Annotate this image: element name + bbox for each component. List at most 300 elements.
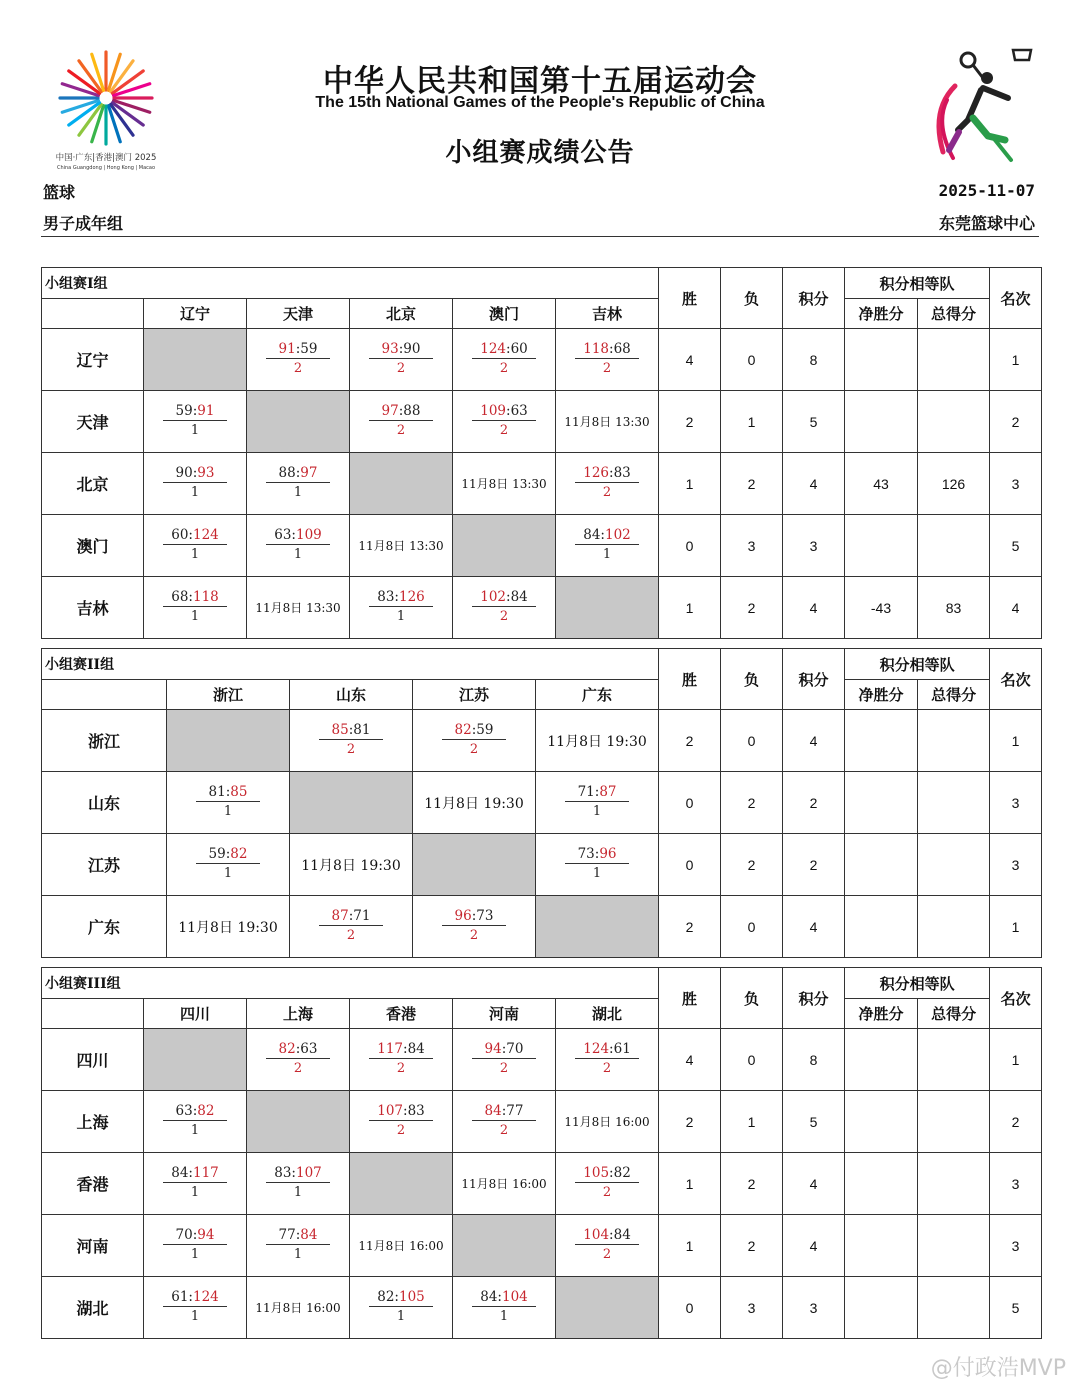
match-points: 1: [190, 1123, 200, 1139]
net-points-cell: [845, 1029, 918, 1091]
losses-cell: 2: [721, 577, 783, 639]
home-score: 59: [175, 402, 193, 419]
match-points: 2: [602, 1247, 612, 1263]
away-score: 84: [300, 1226, 318, 1243]
result-box: [163, 588, 227, 625]
result-box: [163, 1164, 227, 1201]
match-result: [556, 453, 659, 515]
wins-cell: 2: [659, 896, 721, 958]
home-score: 83: [274, 1164, 292, 1181]
table-row: [42, 1029, 1042, 1091]
result-box: [369, 1102, 433, 1139]
result-box: [266, 1164, 330, 1201]
points-cell: 4: [783, 1215, 845, 1277]
points-header: 积分: [783, 968, 845, 1029]
away-score: 94: [197, 1226, 215, 1243]
result-box: [575, 1226, 639, 1263]
result-box: [472, 588, 536, 625]
total-points-cell: [918, 1029, 990, 1091]
losses-cell: 0: [721, 329, 783, 391]
home-score: 84: [480, 1288, 498, 1305]
score-separator: :: [295, 1226, 301, 1243]
wins-cell: 2: [659, 1091, 721, 1153]
match-result: [350, 329, 453, 391]
match-result: [453, 329, 556, 391]
group-table-3: [41, 967, 1042, 1339]
table-row: [42, 577, 1042, 639]
home-score: 60: [171, 526, 189, 543]
score-separator: :: [609, 1040, 614, 1057]
match-points: 2: [293, 361, 303, 377]
total-header: 总得分: [918, 299, 990, 329]
self-match-cell: [144, 329, 247, 391]
table-row: [42, 1277, 1042, 1339]
team-row-header: 湖北: [42, 1277, 144, 1339]
result-box: [319, 907, 383, 944]
points-cell: 3: [783, 515, 845, 577]
team-header-row: [42, 299, 1042, 329]
wins-cell: 0: [659, 1277, 721, 1339]
home-score: 93: [381, 340, 399, 357]
home-score: 107: [377, 1102, 404, 1119]
match-result: [144, 1277, 247, 1339]
home-score: 85: [331, 721, 349, 738]
score-separator: :: [506, 588, 511, 605]
net-points-cell: [845, 1153, 918, 1215]
total-points-cell: [918, 710, 990, 772]
score-separator: :: [471, 907, 477, 924]
score-separator: :: [188, 526, 193, 543]
losses-cell: 3: [721, 515, 783, 577]
score-separator: :: [609, 464, 614, 481]
result-box: [575, 1164, 639, 1201]
team-column-header: 辽宁: [144, 299, 247, 329]
losses-cell: 2: [721, 1153, 783, 1215]
wins-cell: 0: [659, 772, 721, 834]
result-box: [565, 783, 629, 820]
score: [575, 464, 639, 484]
points-cell: 2: [783, 834, 845, 896]
losses-cell: 2: [721, 772, 783, 834]
score: [575, 1040, 639, 1060]
match-points: 1: [190, 1247, 200, 1263]
points-cell: 4: [783, 577, 845, 639]
net-points-cell: [845, 710, 918, 772]
score: [575, 1226, 639, 1246]
wins-cell: 0: [659, 834, 721, 896]
match-result: [144, 1091, 247, 1153]
group-name: 小组赛I组: [42, 268, 659, 299]
net-header: 净胜分: [845, 680, 918, 710]
corner-cell: [42, 299, 144, 329]
away-score: 77: [506, 1102, 524, 1119]
net-points-cell: [845, 1277, 918, 1339]
match-points: 1: [190, 423, 200, 439]
team-header-row: [42, 680, 1042, 710]
score: [319, 907, 383, 927]
table-row: [42, 834, 1042, 896]
table-row: [42, 329, 1042, 391]
score-separator: :: [225, 783, 231, 800]
score: [163, 588, 227, 608]
away-score: 105: [398, 1288, 425, 1305]
points-cell: 8: [783, 329, 845, 391]
losses-cell: 3: [721, 1277, 783, 1339]
match-result: [453, 1029, 556, 1091]
result-box: [266, 1040, 330, 1077]
home-score: 77: [278, 1226, 296, 1243]
score: [266, 464, 330, 484]
away-score: 59: [300, 340, 318, 357]
match-points: 2: [346, 742, 356, 758]
scheduled-match: 11月8日 16:00: [556, 1091, 659, 1153]
tie-header: 积分相等队: [845, 649, 990, 680]
match-points: 1: [293, 485, 303, 501]
points-cell: 3: [783, 1277, 845, 1339]
self-match-cell: [556, 577, 659, 639]
self-match-cell: [290, 772, 413, 834]
score-separator: :: [394, 1288, 399, 1305]
team-row-header: 山东: [42, 772, 167, 834]
watermark: @付政浩MVP: [930, 1356, 1066, 1381]
losses-cell: 2: [721, 453, 783, 515]
score-separator: :: [394, 588, 399, 605]
header-divider: [41, 236, 1039, 237]
team-row-header: 河南: [42, 1215, 144, 1277]
match-result: [453, 1277, 556, 1339]
away-score: 90: [403, 340, 421, 357]
home-score: 63: [274, 526, 292, 543]
losses-cell: 0: [721, 1029, 783, 1091]
wins-cell: 4: [659, 1029, 721, 1091]
home-score: 61: [171, 1288, 189, 1305]
losses-cell: 0: [721, 896, 783, 958]
score-separator: :: [188, 1288, 193, 1305]
total-points-cell: [918, 772, 990, 834]
total-points-cell: [918, 391, 990, 453]
match-result: [144, 515, 247, 577]
team-row-header: 天津: [42, 391, 144, 453]
match-points: 1: [293, 547, 303, 563]
match-result: [247, 453, 350, 515]
home-score: 102: [480, 588, 507, 605]
wins-cell: 2: [659, 710, 721, 772]
rank-cell: 1: [990, 710, 1042, 772]
match-result: [556, 329, 659, 391]
home-score: 71: [577, 783, 595, 800]
scheduled-match: 11月8日 19:30: [167, 896, 290, 958]
score: [575, 340, 639, 360]
score-separator: :: [192, 464, 198, 481]
team-row-header: 澳门: [42, 515, 144, 577]
result-box: [369, 1040, 433, 1077]
away-score: 83: [407, 1102, 425, 1119]
score: [442, 907, 506, 927]
match-result: [144, 1153, 247, 1215]
score: [369, 402, 433, 422]
losses-cell: 2: [721, 834, 783, 896]
net-points-cell: [845, 329, 918, 391]
away-score: 63: [510, 402, 528, 419]
result-box: [163, 402, 227, 439]
score-separator: :: [506, 402, 511, 419]
rank-header: 名次: [990, 268, 1042, 329]
rank-cell: 1: [990, 896, 1042, 958]
wins-cell: 2: [659, 391, 721, 453]
score: [163, 402, 227, 422]
result-box: [196, 845, 260, 882]
away-score: 107: [295, 1164, 322, 1181]
away-score: 71: [353, 907, 371, 924]
home-score: 126: [583, 464, 610, 481]
result-box: [163, 526, 227, 563]
match-points: 2: [396, 423, 406, 439]
home-score: 90: [175, 464, 193, 481]
score-separator: :: [192, 1102, 198, 1119]
match-points: 1: [396, 1309, 406, 1325]
home-score: 117: [377, 1040, 404, 1057]
away-score: 81: [353, 721, 371, 738]
home-score: 82: [377, 1288, 395, 1305]
team-column-header: 山东: [290, 680, 413, 710]
self-match-cell: [556, 1277, 659, 1339]
match-points: 1: [190, 485, 200, 501]
points-cell: 4: [783, 896, 845, 958]
match-points: 2: [602, 1185, 612, 1201]
group-table-1: [41, 267, 1042, 639]
match-result: [413, 710, 536, 772]
match-points: 2: [293, 1061, 303, 1077]
away-score: 124: [192, 526, 219, 543]
away-score: 82: [613, 1164, 631, 1181]
team-row-header: 辽宁: [42, 329, 144, 391]
score-separator: :: [609, 1226, 614, 1243]
home-score: 63: [175, 1102, 193, 1119]
rank-cell: 5: [990, 1277, 1042, 1339]
result-box: [472, 1102, 536, 1139]
loss-header: 负: [721, 268, 783, 329]
self-match-cell: [350, 1153, 453, 1215]
scheduled-match: 11月8日 19:30: [413, 772, 536, 834]
net-header: 净胜分: [845, 999, 918, 1029]
score-separator: :: [594, 783, 600, 800]
net-points-cell: 43: [845, 453, 918, 515]
away-score: 59: [476, 721, 494, 738]
result-box: [472, 340, 536, 377]
table-row: [42, 710, 1042, 772]
match-result: [556, 1029, 659, 1091]
match-result: [144, 577, 247, 639]
away-score: 97: [300, 464, 318, 481]
match-result: [556, 1153, 659, 1215]
score: [196, 783, 260, 803]
result-box: [565, 845, 629, 882]
away-score: 126: [398, 588, 425, 605]
home-score: 124: [480, 340, 507, 357]
loss-header: 负: [721, 968, 783, 1029]
scheduled-match: 11月8日 16:00: [453, 1153, 556, 1215]
team-row-header: 四川: [42, 1029, 144, 1091]
rank-cell: 2: [990, 391, 1042, 453]
score: [472, 588, 536, 608]
match-points: 2: [499, 609, 509, 625]
net-points-cell: [845, 1215, 918, 1277]
home-score: 88: [278, 464, 296, 481]
total-points-cell: [918, 1091, 990, 1153]
home-score: 94: [484, 1040, 502, 1057]
result-box: [163, 1226, 227, 1263]
score-separator: :: [192, 402, 198, 419]
away-score: 83: [613, 464, 631, 481]
rank-cell: 3: [990, 834, 1042, 896]
header-row: [42, 268, 1042, 299]
match-points: 1: [190, 1309, 200, 1325]
match-result: [453, 577, 556, 639]
net-points-cell: [845, 391, 918, 453]
score-separator: :: [192, 1226, 198, 1243]
team-column-header: 吉林: [556, 299, 659, 329]
score-separator: :: [609, 340, 614, 357]
team-column-header: 湖北: [556, 999, 659, 1029]
score-separator: :: [348, 721, 354, 738]
away-score: 73: [476, 907, 494, 924]
score: [163, 1164, 227, 1184]
home-score: 84: [484, 1102, 502, 1119]
score-separator: :: [225, 845, 231, 862]
away-score: 84: [407, 1040, 425, 1057]
sport-label: 篮球: [43, 183, 76, 202]
away-score: 82: [230, 845, 248, 862]
group-table-2: [41, 648, 1042, 958]
total-points-cell: [918, 1215, 990, 1277]
score: [319, 721, 383, 741]
away-score: 60: [510, 340, 528, 357]
tie-header: 积分相等队: [845, 268, 990, 299]
team-column-header: 四川: [144, 999, 247, 1029]
score: [163, 464, 227, 484]
home-score: 118: [583, 340, 610, 357]
score: [575, 1164, 639, 1184]
away-score: 70: [506, 1040, 524, 1057]
scheduled-match: 11月8日 16:00: [350, 1215, 453, 1277]
team-row-header: 广东: [42, 896, 167, 958]
score: [472, 1102, 536, 1122]
self-match-cell: [247, 1091, 350, 1153]
home-score: 91: [278, 340, 296, 357]
score-separator: :: [291, 526, 296, 543]
match-points: 1: [396, 609, 406, 625]
match-points: 1: [190, 547, 200, 563]
score: [565, 783, 629, 803]
away-score: 84: [510, 588, 528, 605]
header-row: [42, 968, 1042, 999]
points-cell: 4: [783, 710, 845, 772]
score: [575, 526, 639, 546]
match-result: [413, 896, 536, 958]
result-box: [266, 464, 330, 501]
match-points: 2: [396, 1123, 406, 1139]
match-points: 2: [469, 742, 479, 758]
table-row: [42, 1215, 1042, 1277]
score: [369, 340, 433, 360]
match-points: 1: [499, 1309, 509, 1325]
total-points-cell: [918, 515, 990, 577]
match-result: [536, 772, 659, 834]
result-box: [163, 1102, 227, 1139]
rank-cell: 5: [990, 515, 1042, 577]
home-score: 59: [208, 845, 226, 862]
scheduled-match: 11月8日 19:30: [536, 710, 659, 772]
score: [369, 1102, 433, 1122]
score: [266, 1226, 330, 1246]
match-points: 1: [190, 1185, 200, 1201]
away-score: 102: [604, 526, 631, 543]
match-result: [536, 834, 659, 896]
away-score: 91: [197, 402, 215, 419]
score-separator: :: [501, 1102, 507, 1119]
table-row: [42, 515, 1042, 577]
points-header: 积分: [783, 268, 845, 329]
home-score: 97: [381, 402, 399, 419]
group-name: 小组赛III组: [42, 968, 659, 999]
score: [472, 340, 536, 360]
score-separator: :: [506, 340, 511, 357]
scheduled-match: 11月8日 13:30: [247, 577, 350, 639]
score: [196, 845, 260, 865]
points-cell: 5: [783, 391, 845, 453]
losses-cell: 2: [721, 1215, 783, 1277]
score-separator: :: [403, 1040, 408, 1057]
match-result: [453, 391, 556, 453]
scheduled-match: 11月8日 19:30: [290, 834, 413, 896]
match-result: [167, 834, 290, 896]
home-score: 84: [171, 1164, 189, 1181]
score: [369, 588, 433, 608]
score: [266, 526, 330, 546]
match-points: 2: [602, 1061, 612, 1077]
home-score: 83: [377, 588, 395, 605]
home-score: 105: [583, 1164, 610, 1181]
away-score: 93: [197, 464, 215, 481]
score: [472, 1288, 536, 1308]
home-score: 82: [278, 1040, 296, 1057]
match-result: [247, 1215, 350, 1277]
self-match-cell: [350, 453, 453, 515]
self-match-cell: [167, 710, 290, 772]
team-row-header: 浙江: [42, 710, 167, 772]
result-box: [575, 1040, 639, 1077]
self-match-cell: [453, 1215, 556, 1277]
tie-header: 积分相等队: [845, 968, 990, 999]
svg-text:中国·广东|香港|澳门 2025: 中国·广东|香港|澳门 2025: [55, 153, 157, 163]
wins-cell: 1: [659, 577, 721, 639]
score-separator: :: [188, 588, 193, 605]
home-score: 73: [577, 845, 595, 862]
total-header: 总得分: [918, 680, 990, 710]
away-score: 87: [599, 783, 617, 800]
total-points-cell: [918, 1277, 990, 1339]
net-points-cell: [845, 772, 918, 834]
total-header: 总得分: [918, 999, 990, 1029]
result-box: [472, 402, 536, 439]
wins-cell: 1: [659, 453, 721, 515]
group-name: 小组赛II组: [42, 649, 659, 680]
home-score: 109: [480, 402, 507, 419]
page-title-english: The 15th National Games of the People's Republic of China: [315, 94, 765, 111]
team-row-header: 吉林: [42, 577, 144, 639]
net-points-cell: [845, 1091, 918, 1153]
score: [442, 721, 506, 741]
